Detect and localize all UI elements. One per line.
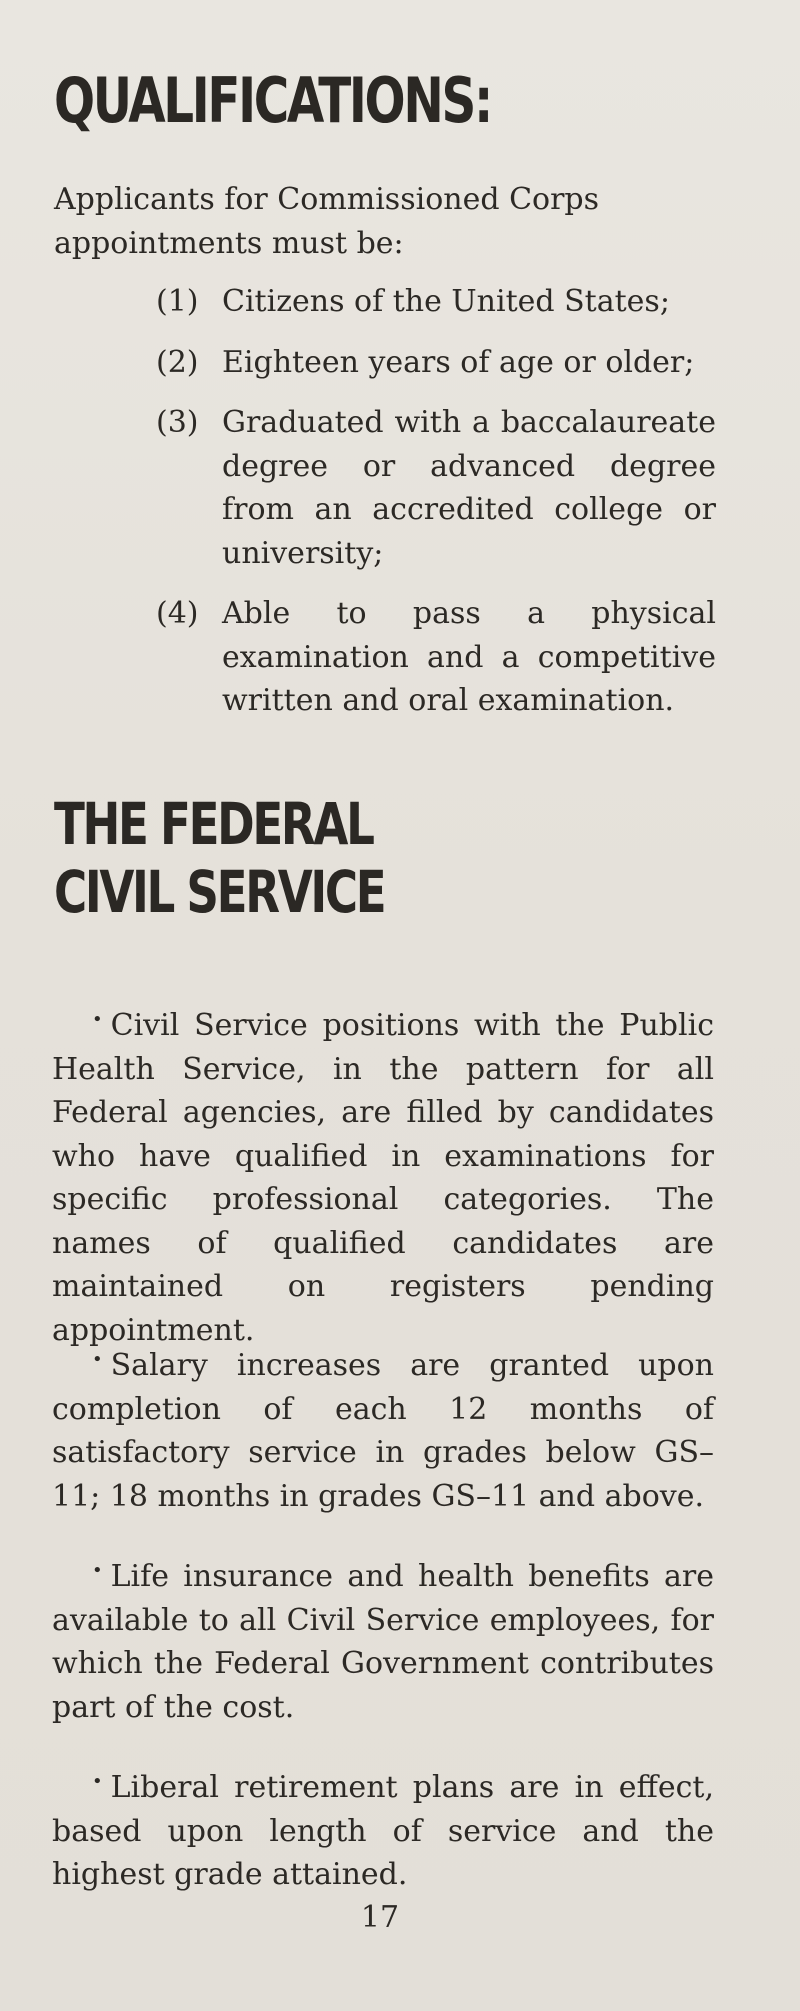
civil-service-heading bbox=[54, 790, 384, 926]
qualification-number: (1) bbox=[156, 284, 199, 319]
qualifications-heading: QUALIFICATIONS: bbox=[54, 64, 491, 137]
civil-service-paragraph bbox=[52, 998, 714, 1352]
paragraph-text: Life insurance and health benefits are available to all Civil Service employees, for which the Federal Government contributes part of the cost. bbox=[52, 1559, 714, 1725]
civil-service-paragraph bbox=[52, 1338, 714, 1518]
qualification-text: Citizens of the United States; bbox=[222, 284, 670, 319]
qualification-item bbox=[156, 341, 716, 385]
qualification-text: Graduated with a baccalaureate degree or advanced degree from an accredited college or university; bbox=[222, 405, 716, 571]
qualification-item bbox=[156, 401, 716, 575]
qualification-number: (3) bbox=[156, 405, 199, 440]
civil-service-heading-line1: THE FEDERAL bbox=[54, 790, 373, 858]
qualification-text: Eighteen years of age or older; bbox=[222, 344, 695, 380]
bullet-icon: • bbox=[92, 1771, 103, 1792]
civil-service-paragraph bbox=[52, 1760, 714, 1897]
page-number: 17 bbox=[360, 1900, 400, 1935]
qualification-item bbox=[156, 592, 716, 723]
paragraph-text: Civil Service positions with the Public Health Service, in the pattern for all Federal agencies, are filled by candidates who have qualified in examinations for specific professional categories. The names of qualified candidates are maintained on registers pending appointment. bbox=[52, 1008, 714, 1348]
qualification-item bbox=[156, 280, 716, 324]
qualification-text: Able to pass a physical examination and a competitive written and oral examination. bbox=[222, 596, 716, 718]
qualifications-intro: Applicants for Commissioned Corps appointments must be: bbox=[54, 182, 600, 261]
bullet-icon: • bbox=[92, 1009, 103, 1030]
paragraph-text: Liberal retirement plans are in effect, based upon length of service and the highest grade attained. bbox=[52, 1770, 714, 1892]
bullet-icon: • bbox=[92, 1560, 103, 1581]
qualification-number: (2) bbox=[156, 344, 199, 380]
civil-service-paragraph bbox=[52, 1549, 714, 1729]
qualification-number: (4) bbox=[156, 596, 199, 631]
paragraph-text: Salary increases are granted upon completion of each 12 months of satisfactory service in grades below GS–11; 18 months in grades GS–11 and above. bbox=[52, 1348, 714, 1514]
civil-service-heading-line2: CIVIL SERVICE bbox=[54, 858, 385, 926]
qualifications-list bbox=[156, 280, 716, 740]
bullet-icon: • bbox=[92, 1349, 103, 1370]
